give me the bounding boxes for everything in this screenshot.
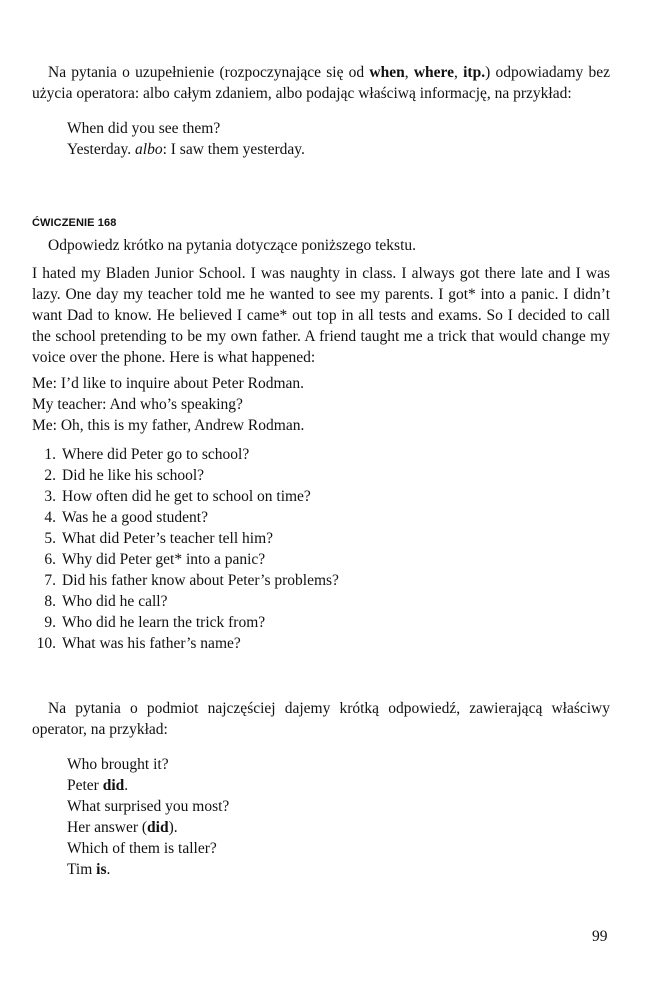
- keyword-where: where: [413, 64, 455, 81]
- dialogue-line: Me: I’d like to inquire about Peter Rodman.: [32, 375, 305, 392]
- exercise-story: I hated my Bladen Junior School. I was naughty in class. I always got there late and I was lazy. One day my teacher told me he wanted to see my parents. I got* into a panic. I didn’t want Dad to know. He believed I came* out top in all tests and exams. So I decided to call the school pretending to be my own father. A friend taught me a trick that would change my voice over the phone. Here is what happened:: [32, 265, 610, 366]
- list-item: 8. Who did he call?: [44, 593, 168, 610]
- example-question: What surprised you most?: [67, 798, 230, 815]
- page-number: 99: [592, 928, 608, 945]
- example-question: Who brought it?: [67, 756, 169, 773]
- exercise-heading: ĆWICZENIE 168: [32, 217, 117, 229]
- list-item: 4. Was he a good student?: [44, 509, 208, 526]
- dialogue-line: My teacher: And who’s speaking?: [32, 396, 243, 413]
- list-item: 7. Did his father know about Peter’s problems?: [44, 572, 339, 589]
- list-item: 9. Who did he learn the trick from?: [44, 614, 266, 631]
- example-answer: Tim is.: [67, 861, 111, 878]
- list-item: 6. Why did Peter get* into a panic?: [44, 551, 266, 568]
- keyword-when: when: [369, 64, 405, 81]
- list-item: 1. Where did Peter go to school?: [44, 446, 250, 463]
- list-item: 2. Did he like his school?: [44, 467, 205, 484]
- question-list: [32, 444, 610, 654]
- example-question: When did you see them?: [67, 120, 221, 137]
- exercise-instruction: Odpowiedz krótko na pytania dotyczące poniższego tekstu.: [48, 237, 417, 254]
- list-item: 3. How often did he get to school on time?: [44, 488, 311, 505]
- intro-paragraph: Na pytania o uzupełnienie (rozpoczynające się od when, where, itp.) odpowiadamy bez użycia operatora: albo całym zdaniem, albo podając właściwą informację, na przykład:: [32, 64, 610, 102]
- page-content: [32, 62, 610, 880]
- example-block-1: [32, 118, 610, 160]
- example-question: Which of them is taller?: [67, 840, 217, 857]
- example-answer: Yesterday. albo: I saw them yesterday.: [67, 141, 305, 158]
- intro-text-pre: Na pytania o uzupełnienie (rozpoczynające się od: [48, 64, 370, 81]
- albo-word: albo: [135, 141, 163, 158]
- list-item: 5. What did Peter’s teacher tell him?: [44, 530, 274, 547]
- intro-text-post: ) odpowiadamy bez użycia operatora: albo całym zdaniem, albo podając właściwą informację, na przykład:: [32, 64, 610, 102]
- dialogue-line: Me: Oh, this is my father, Andrew Rodman.: [32, 417, 305, 434]
- dialogue: [32, 373, 610, 436]
- subject-rule-paragraph: Na pytania o podmiot najczęściej dajemy krótką odpowiedź, zawierającą właściwy operator, na przykład:: [32, 700, 610, 738]
- example-block-2: [32, 754, 610, 880]
- list-item: 10. What was his father’s name?: [36, 635, 241, 652]
- example-answer: Peter did.: [67, 777, 129, 794]
- example-answer: Her answer (did).: [67, 819, 178, 836]
- keyword-itp: itp.: [463, 64, 486, 81]
